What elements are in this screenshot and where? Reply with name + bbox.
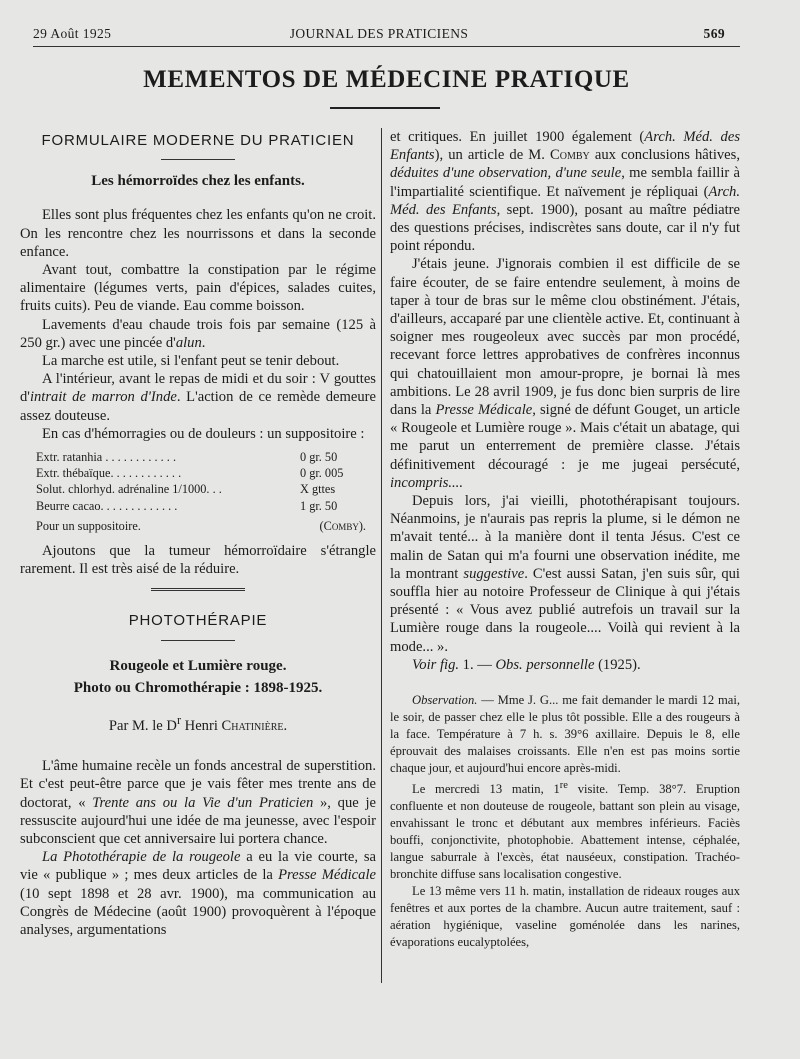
author-byline: Par M. le $D^r$ Henri Chatinière.: [108, 713, 288, 734]
paragraph: En cas d'hémorragies ou de douleurs : un suppositoire :: [42, 425, 365, 442]
formula-attribution: (Comby).: [319, 518, 366, 533]
paragraph: Observation. — Mme J. G... me fait demander le mardi 12 mai, le soir, de passer chez elle le plus tôt possible. Elle a des rougeurs à la face. Température à 7 h. s. 39°6 axillaire. Depuis le 8, elle éprouvait des malaises croissants. Elle n'en est pas moins sortie chaque jour, et aujourd'hui encore après-midi.: [390, 693, 740, 776]
article-subtitle: Photo ou Chromothérapie : 1898-1925.: [73, 679, 323, 696]
paragraph: Le mercredi 13 matin, 1re visite. Temp. 38°7. Eruption confluente et non douteuse de rougeole, battant son plein au visage, envahissant le tronc et débutant aux membres inférieurs. Faciès bouffi, conjonctivite, photophobie. Abattement intense, céphalée, langue saburrale à l'excès, état nauséeux, constipation. Trachéo-bronchite diffuse sans localisation congestive.: [390, 780, 740, 882]
header-rule: [33, 46, 740, 47]
formula-ingredient: Solut. chlorhyd. adrénaline 1/1000. . .: [36, 482, 222, 497]
paragraph: A l'intérieur, avant le repas de midi et du soir : V gouttes d'intrait de marron d'Inde. L'action de ce remède demeure assez douteuse.: [20, 371, 376, 424]
section-rule: [161, 640, 235, 641]
right-column: [390, 128, 740, 951]
prescription-formula: [36, 449, 366, 534]
formula-dose: 0 gr. 005: [300, 466, 344, 481]
paragraph: et critiques. En juillet 1900 également (Arch. Méd. des Enfants), un article de M. Comby aux conclusions hâtives, déduites d'une observation, d'une seule, me sembla faillir à l'impartialité scientifique. Et naïvement je répliquai (Arch. Méd. des Enfants, sept. 1900), posant au maître pédiatre des questions précises, indiscrètes sans doute, car il n'y fut point répondu.: [390, 129, 740, 255]
formula-row: [36, 498, 366, 514]
formula-row: [36, 449, 366, 465]
section-rule: [161, 159, 235, 160]
formula-note: Pour un suppositoire.: [36, 518, 141, 533]
formula-ingredient: Extr. ratanhia . . . . . . . . . . . .: [36, 450, 177, 465]
section-separator: [151, 588, 245, 594]
formula-dose: 1 gr. 50: [300, 498, 338, 513]
paragraph: Ajoutons que la tumeur hémorroïdaire s'étrangle rarement. Il est très aisé de la réduire.: [20, 543, 376, 578]
formula-row: [36, 481, 366, 497]
paragraph: L'âme humaine recèle un fonds ancestral de superstition. Et c'est peut-être parce que je vais fêter mes trente ans de doctorat, « Trente ans ou la Vie d'un Praticien », que je ressuscite aujourd'hui une idée de ma jeunesse, avec l'espoir subconscient que cet anniversaire lui portera chance.: [20, 758, 376, 847]
formula-footer: [36, 518, 366, 534]
header-journal-name: JOURNAL DES PRATICIENS: [289, 26, 469, 41]
figure-reference: Voir fig. 1. — Obs. personnelle (1925).: [412, 656, 641, 673]
section-heading-formulaire: FORMULAIRE MODERNE DU PRATICIEN: [41, 132, 355, 149]
formula-dose: X gttes: [300, 482, 336, 497]
paragraph: Avant tout, combattre la constipation par le régime alimentaire (légumes verts, pain d'épices, salades cuites, fruits cuits). Peu de viande. Eau comme boisson.: [20, 262, 376, 315]
paragraph: Le 13 même vers 11 h. matin, installation de rideaux rouges aux fenêtres et aux portes de la chambre. Aucun autre traitement, sauf : aération hygiénique, vaseline goménolée dans les narines, évaporations eucalyptolées,: [390, 884, 740, 950]
column-divider: [381, 128, 382, 983]
section-heading-phototherapie: PHOTOTHÉRAPIE: [128, 612, 268, 630]
case-observation: [390, 692, 740, 951]
paragraph: Depuis lors, j'ai vieilli, photothérapisant toujours. Néanmoins, je n'aurais pas repris la plume, si le démon ne m'avait tenté... à la manière dont il tenta Jésus. C'est ce malin de Satan qui m'a fourni une observation inédite, me la montrant suggestive. C'est aussi Satan, j'en suis sûr, qui souffla hier au notoire Professeur de Clinique à qui j'étais présenté : « Vous avez publié autrefois un travail sur la Lumière rouge dans la rougeole.... Voilà qui revient à la mode... ».: [390, 493, 740, 655]
article-title-rougeole: Rougeole et Lumière rouge.: [109, 657, 287, 674]
paragraph: Lavements d'eau chaude trois fois par semaine (125 à 250 gr.) avec une pincée d'alun.: [20, 316, 376, 351]
formula-ingredient: Extr. thébaïque. . . . . . . . . . . .: [36, 466, 182, 481]
page-title: MEMENTOS DE MÉDECINE PRATIQUE: [143, 66, 630, 93]
title-rule: [330, 107, 440, 109]
formula-ingredient: Beurre cacao. . . . . . . . . . . . .: [36, 498, 178, 513]
running-header: [33, 26, 725, 46]
left-column: [20, 128, 376, 939]
formula-dose: 0 gr. 50: [300, 450, 338, 465]
paragraph: J'étais jeune. J'ignorais combien il est difficile de se faire écouter, de se faire entendre seulement, à moins de taper à tour de bras sur le même clou obstinément. J'étais, d'ailleurs, accaparé par une clientèle active. Et, continuant à soigner mes rougeoleux avec succès par mon procédé, recevant force lettres approbatives de confrères inconnus qui chatouillaient mon amour-propre, je bornai là mes ambitions. Le 28 avril 1909, je fus donc bien surpris de lire dans la Presse Médicale, signé de défunt Gouget, un article « Rougeole et Lumière rouge ». Mais c'était un abatage, qui me parut un enterrement de première classe. J'étais définitivement découragé : je me jugeai persécuté, incompris....: [390, 256, 740, 491]
paragraph: La marche est utile, si l'enfant peut se tenir debout.: [42, 353, 340, 370]
paragraph: Elles sont plus fréquentes chez les enfants qu'on ne croit. On les rencontre chez les nourrissons et dans la seconde enfance.: [20, 207, 376, 260]
header-date: 29 Août 1925: [33, 26, 112, 41]
formula-row: [36, 465, 366, 481]
paragraph: La Photothérapie de la rougeole a eu la vie courte, sa vie « publique » ; mes deux articles de la Presse Médicale (10 sept 1898 et 28 avr. 1900), ma communication au Congrès de Médecine (août 1900) provoquèrent à l'époque analyses, argumentations: [20, 849, 376, 938]
article-title-hemorroides: Les hémorroïdes chez les enfants.: [91, 173, 305, 190]
page-number: 569: [703, 26, 725, 41]
